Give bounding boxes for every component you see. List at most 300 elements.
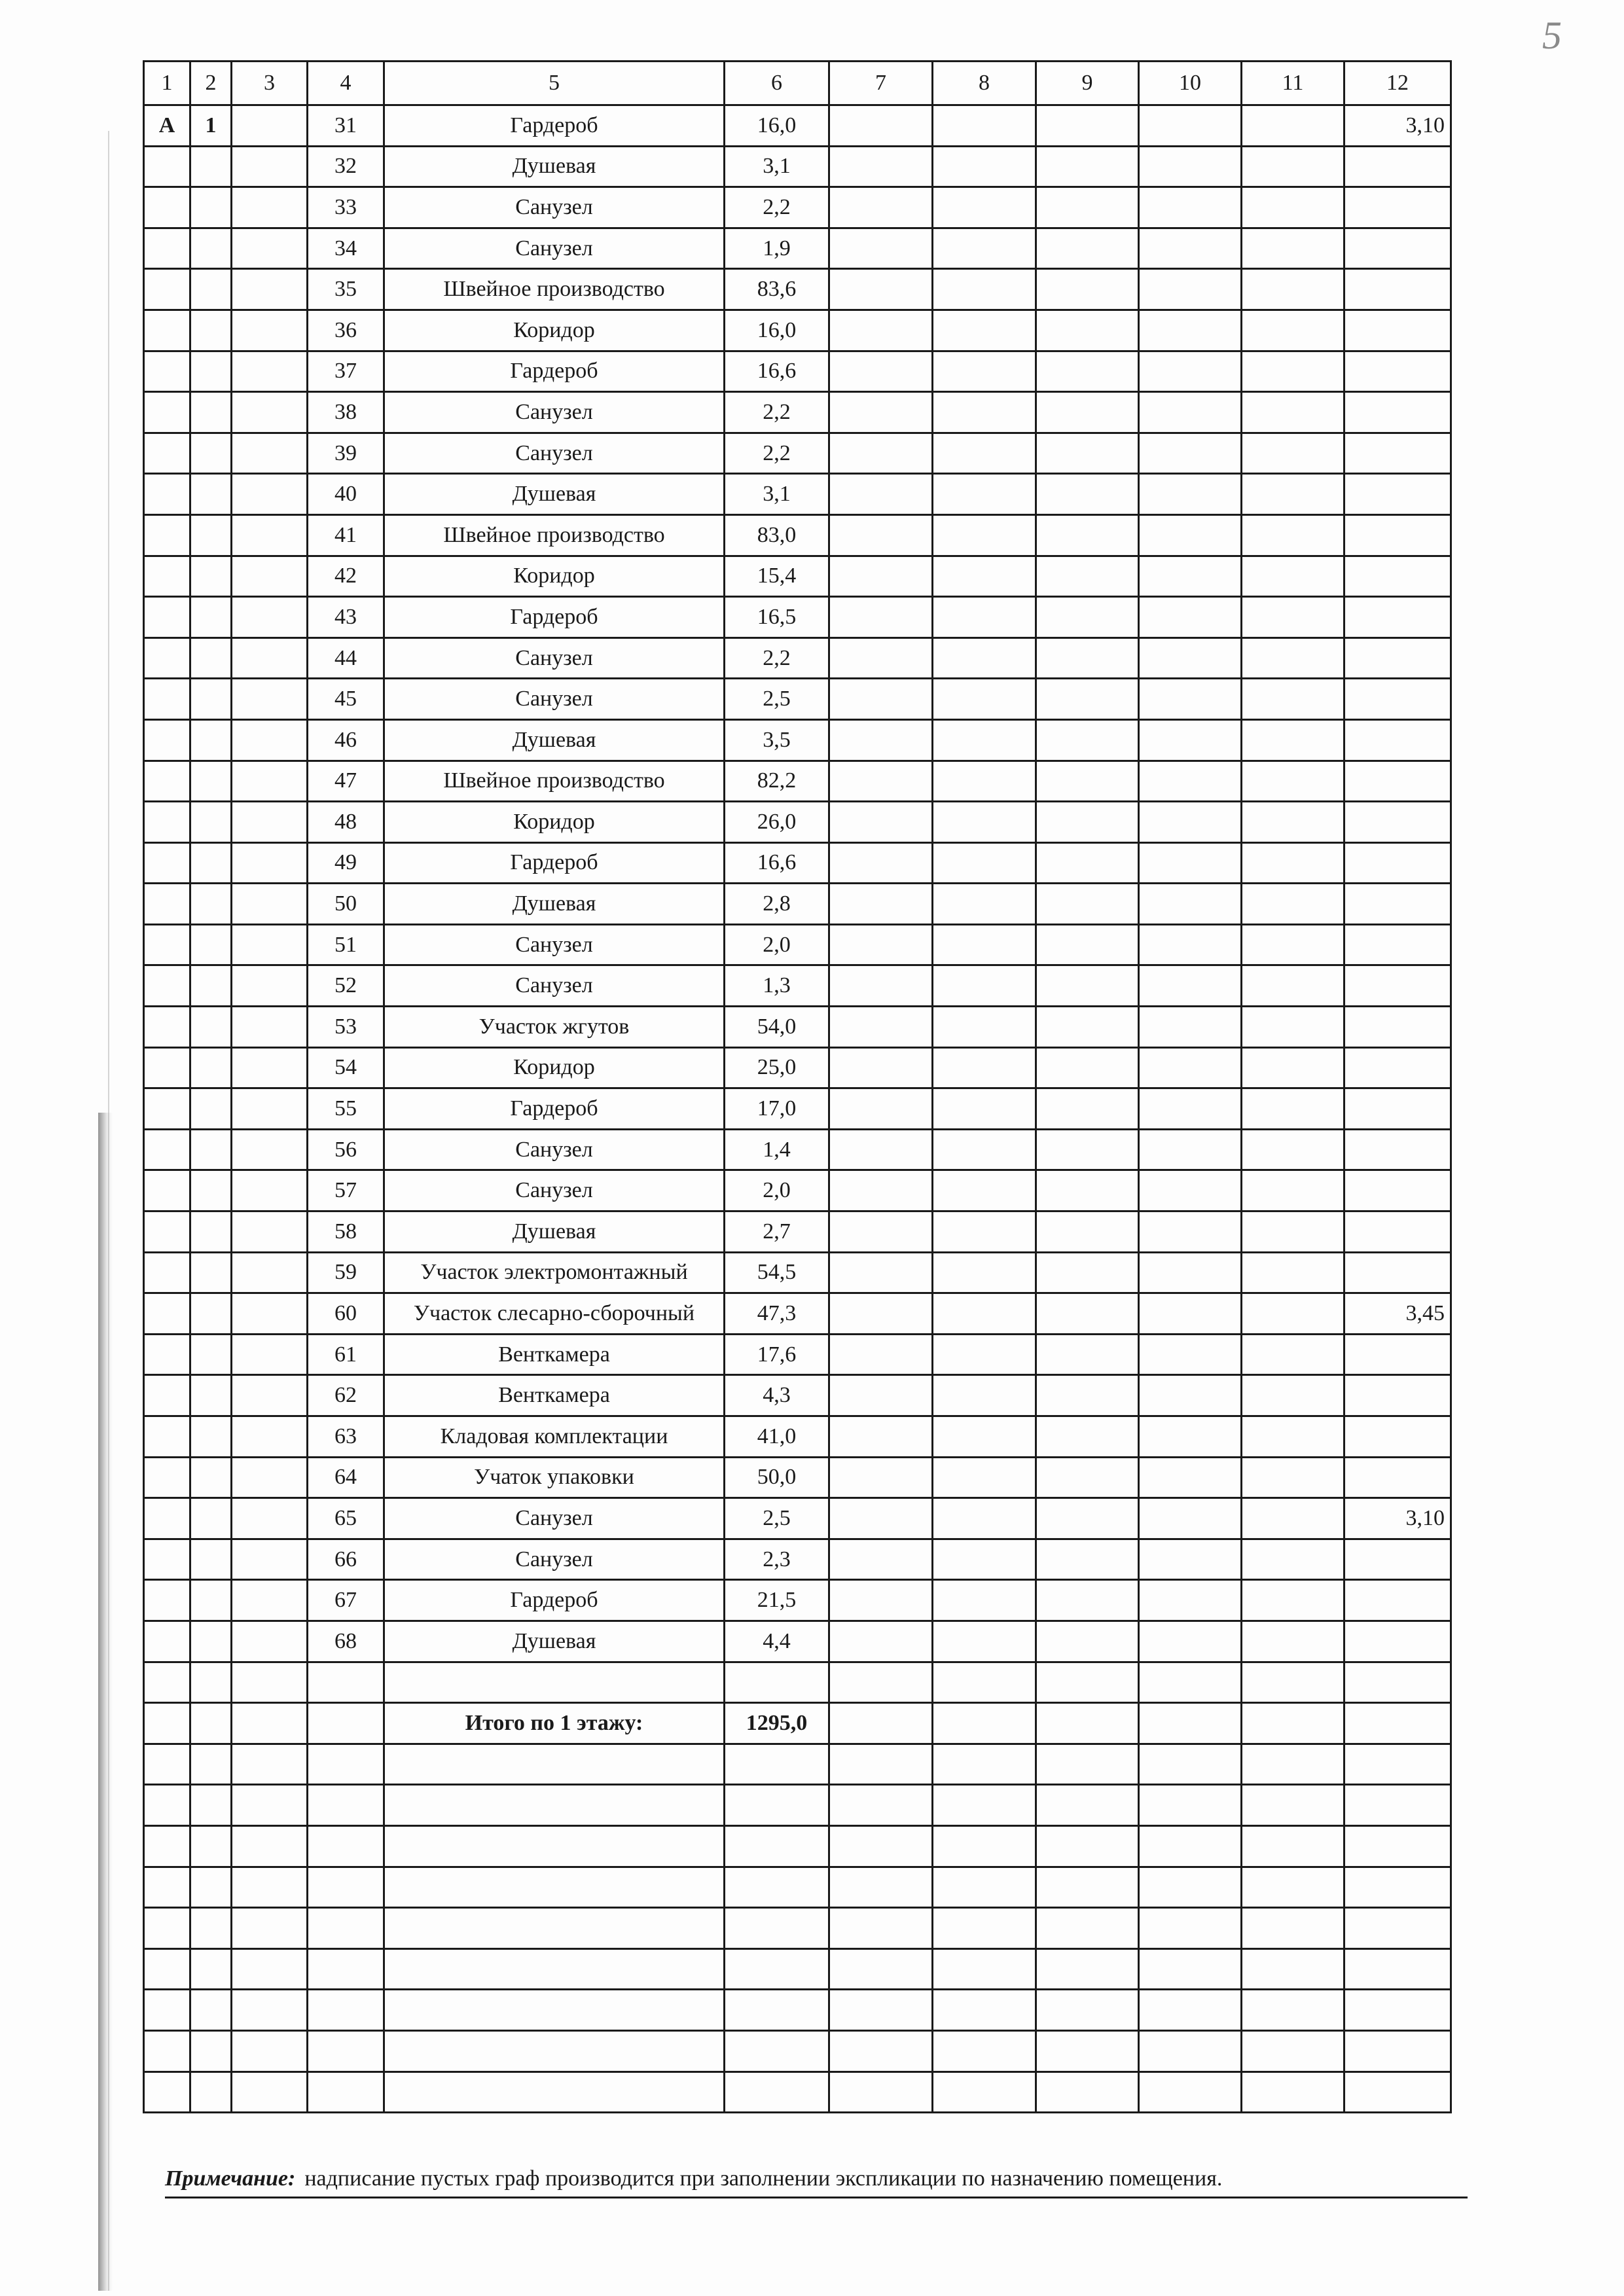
empty-cell [308, 2072, 384, 2113]
empty-cell [232, 1170, 308, 1211]
empty-cell [933, 965, 1036, 1007]
table-cell [144, 146, 190, 187]
table-cell [190, 719, 232, 761]
empty-cell [933, 514, 1036, 556]
empty-cell [232, 1662, 308, 1703]
empty-cell [933, 1211, 1036, 1253]
empty-cell [1036, 1580, 1139, 1621]
empty-cell [232, 187, 308, 228]
table-cell [190, 1375, 232, 1416]
empty-cell [933, 1539, 1036, 1580]
table-row [144, 884, 1451, 925]
header-cell: 4 [308, 62, 384, 105]
empty-cell [933, 556, 1036, 597]
empty-cell [232, 433, 308, 474]
table-row [144, 1007, 1451, 1048]
table-cell: 16,6 [725, 351, 829, 392]
empty-cell [232, 1252, 308, 1293]
table-cell [1344, 1047, 1451, 1088]
empty-cell [1139, 1252, 1242, 1293]
empty-cell [1242, 1252, 1344, 1293]
empty-cell [829, 924, 933, 965]
empty-cell [829, 228, 933, 269]
table-cell: 62 [308, 1375, 384, 1416]
header-cell: 3 [232, 62, 308, 105]
empty-cell [1242, 433, 1344, 474]
table-cell [144, 924, 190, 965]
table-cell [190, 514, 232, 556]
table-cell [1344, 1007, 1451, 1048]
empty-cell [1242, 802, 1344, 843]
table-cell [190, 474, 232, 515]
empty-cell [190, 1744, 232, 1785]
empty-cell [1139, 842, 1242, 884]
empty-cell [1036, 1170, 1139, 1211]
table-cell: Коридор [384, 556, 725, 597]
table-cell: 63 [308, 1416, 384, 1458]
table-cell [1344, 1375, 1451, 1416]
empty-cell [1036, 1539, 1139, 1580]
empty-cell [933, 105, 1036, 147]
total-row [144, 1703, 1451, 1744]
table-cell [144, 1211, 190, 1253]
empty-cell [1242, 1293, 1344, 1335]
empty-cell [1242, 1498, 1344, 1539]
empty-cell [1036, 597, 1139, 638]
table-cell [144, 802, 190, 843]
empty-cell [1139, 514, 1242, 556]
empty-cell [829, 597, 933, 638]
empty-cell [1242, 1744, 1344, 1785]
table-row [144, 1334, 1451, 1375]
table-cell [1344, 1088, 1451, 1130]
empty-cell [1242, 1990, 1344, 2031]
table-cell: Душевая [384, 1211, 725, 1253]
table-cell [144, 433, 190, 474]
empty-cell [190, 1785, 232, 1826]
empty-cell [1036, 1047, 1139, 1088]
table-cell [190, 228, 232, 269]
table-cell: 17,0 [725, 1088, 829, 1130]
empty-cell [1036, 802, 1139, 843]
table-cell: Гардероб [384, 1580, 725, 1621]
empty-cell [933, 1170, 1036, 1211]
table-row [144, 392, 1451, 433]
empty-cell [1036, 514, 1139, 556]
empty-cell [1242, 556, 1344, 597]
empty-cell [1036, 351, 1139, 392]
explication-table [143, 60, 1452, 2113]
table-cell: Душевая [384, 474, 725, 515]
table-cell: 3,10 [1344, 1498, 1451, 1539]
empty-cell [1036, 1825, 1139, 1867]
table-row [144, 556, 1451, 597]
empty-cell [1036, 761, 1139, 802]
table-row [144, 1539, 1451, 1580]
table-cell: 2,8 [725, 884, 829, 925]
table-row [144, 310, 1451, 351]
empty-cell [1242, 924, 1344, 965]
table-cell: 42 [308, 556, 384, 597]
table-cell [144, 761, 190, 802]
table-cell: Душевая [384, 719, 725, 761]
empty-cell [933, 2072, 1036, 2113]
empty-cell [725, 1825, 829, 1867]
table-cell [190, 146, 232, 187]
empty-cell [1036, 1293, 1139, 1335]
empty-cell [725, 1908, 829, 1949]
table-cell: 58 [308, 1211, 384, 1253]
header-cell: 2 [190, 62, 232, 105]
table-cell: Венткамера [384, 1334, 725, 1375]
empty-cell [384, 1990, 725, 2031]
table-cell: Санузел [384, 228, 725, 269]
empty-cell [1242, 2030, 1344, 2072]
empty-cell [1036, 1457, 1139, 1498]
table-cell [144, 1539, 190, 1580]
empty-cell [1242, 1211, 1344, 1253]
empty-cell [725, 1662, 829, 1703]
table-cell [144, 351, 190, 392]
empty-cell [1242, 228, 1344, 269]
table-cell [144, 556, 190, 597]
empty-cell [829, 1662, 933, 1703]
table-row [144, 679, 1451, 720]
table-cell: 48 [308, 802, 384, 843]
empty-cell [1242, 1703, 1344, 1744]
empty-cell [1036, 679, 1139, 720]
table-cell: 61 [308, 1334, 384, 1375]
empty-cell [232, 1744, 308, 1785]
empty-cell [308, 2030, 384, 2072]
empty-cell [308, 1662, 384, 1703]
empty-cell [933, 433, 1036, 474]
table-row [144, 597, 1451, 638]
empty-cell [1344, 1990, 1451, 2031]
table-cell [144, 637, 190, 679]
table-row [144, 1047, 1451, 1088]
empty-cell [232, 1580, 308, 1621]
table-cell: 15,4 [725, 556, 829, 597]
table-cell: 34 [308, 228, 384, 269]
footnote-text: надписание пустых граф производится при заполнении экспликации по назначению помещения. [304, 2166, 1223, 2191]
empty-cell [1036, 1948, 1139, 1990]
empty-cell [1036, 1375, 1139, 1416]
table-row [144, 1990, 1451, 2031]
empty-cell [1242, 1047, 1344, 1088]
empty-cell [725, 1990, 829, 2031]
header-cell: 8 [933, 62, 1036, 105]
empty-cell [933, 1007, 1036, 1048]
empty-cell [1344, 1867, 1451, 1908]
empty-cell [1139, 761, 1242, 802]
table-cell [1344, 597, 1451, 638]
table-cell [144, 514, 190, 556]
empty-cell [829, 965, 933, 1007]
empty-cell [1139, 310, 1242, 351]
table-cell: 54,0 [725, 1007, 829, 1048]
empty-cell [384, 1662, 725, 1703]
table-cell: 55 [308, 1088, 384, 1130]
empty-cell [1242, 884, 1344, 925]
empty-cell [1139, 1948, 1242, 1990]
table-cell [1344, 1416, 1451, 1458]
empty-cell [232, 1007, 308, 1048]
page-number: 5 [1542, 14, 1562, 57]
empty-cell [1242, 1662, 1344, 1703]
footnote [165, 2166, 1468, 2198]
empty-cell [1139, 1539, 1242, 1580]
empty-cell [829, 2072, 933, 2113]
table-cell [1344, 924, 1451, 965]
empty-cell [1242, 146, 1344, 187]
empty-cell [933, 1498, 1036, 1539]
header-cell: 6 [725, 62, 829, 105]
empty-cell [933, 2030, 1036, 2072]
empty-cell [829, 1990, 933, 2031]
table-cell: Коридор [384, 802, 725, 843]
table-cell: 83,6 [725, 269, 829, 310]
table-cell [190, 1621, 232, 1662]
table-row [144, 965, 1451, 1007]
table-cell: 47,3 [725, 1293, 829, 1335]
table-row [144, 146, 1451, 187]
empty-cell [144, 1948, 190, 1990]
empty-cell [829, 1007, 933, 1048]
table-row [144, 842, 1451, 884]
empty-cell [1139, 392, 1242, 433]
empty-cell [1242, 1416, 1344, 1458]
header-cell: 12 [1344, 62, 1451, 105]
table-cell [144, 1088, 190, 1130]
empty-cell [232, 719, 308, 761]
table-cell [144, 1252, 190, 1293]
table-cell: Санузел [384, 1129, 725, 1170]
empty-cell [829, 474, 933, 515]
empty-cell [1139, 1498, 1242, 1539]
empty-cell [384, 2072, 725, 2113]
table-cell: Швейное производство [384, 514, 725, 556]
empty-cell [829, 1498, 933, 1539]
table-cell: 2,5 [725, 679, 829, 720]
table-cell [144, 1334, 190, 1375]
empty-cell [308, 1785, 384, 1826]
empty-cell [1139, 105, 1242, 147]
empty-cell [1036, 1088, 1139, 1130]
empty-cell [232, 2030, 308, 2072]
empty-cell [1139, 1867, 1242, 1908]
empty-cell [829, 392, 933, 433]
empty-cell [190, 1867, 232, 1908]
empty-cell [1242, 105, 1344, 147]
empty-cell [933, 1129, 1036, 1170]
table-cell [144, 679, 190, 720]
table-cell [1344, 1457, 1451, 1498]
empty-cell [1242, 351, 1344, 392]
empty-cell [933, 1252, 1036, 1293]
table-row [144, 351, 1451, 392]
table-cell: 54 [308, 1047, 384, 1088]
empty-cell [933, 1785, 1036, 1826]
empty-cell [829, 433, 933, 474]
table-cell: Санузел [384, 433, 725, 474]
empty-cell [933, 1703, 1036, 1744]
table-cell: 41,0 [725, 1416, 829, 1458]
empty-cell [384, 1948, 725, 1990]
empty-cell [232, 105, 308, 147]
empty-cell [232, 1948, 308, 1990]
empty-cell [1139, 802, 1242, 843]
table-cell: 46 [308, 719, 384, 761]
table-cell [1344, 1129, 1451, 1170]
empty-cell [725, 1744, 829, 1785]
empty-cell [1139, 1129, 1242, 1170]
table-row [144, 105, 1451, 147]
total-label: Итого по 1 этажу: [384, 1703, 725, 1744]
empty-cell [933, 1047, 1036, 1088]
empty-cell [933, 269, 1036, 310]
empty-cell [933, 1867, 1036, 1908]
empty-cell [1242, 719, 1344, 761]
empty-cell [1242, 597, 1344, 638]
empty-cell [190, 1662, 232, 1703]
empty-cell [829, 351, 933, 392]
empty-cell [232, 1211, 308, 1253]
table-row [144, 924, 1451, 965]
empty-cell [232, 884, 308, 925]
table-row [144, 187, 1451, 228]
header-cell: 10 [1139, 62, 1242, 105]
empty-cell [1036, 2072, 1139, 2113]
empty-cell [232, 1498, 308, 1539]
empty-cell [1139, 2072, 1242, 2113]
table-cell: Участок слесарно-сборочный [384, 1293, 725, 1335]
table-cell [190, 679, 232, 720]
table-cell: 31 [308, 105, 384, 147]
empty-cell [1139, 433, 1242, 474]
empty-cell [232, 1867, 308, 1908]
table-cell: 53 [308, 1007, 384, 1048]
empty-cell [829, 1621, 933, 1662]
table-cell [1344, 556, 1451, 597]
empty-cell [933, 679, 1036, 720]
empty-cell [933, 637, 1036, 679]
empty-cell [933, 884, 1036, 925]
empty-cell [1139, 228, 1242, 269]
empty-cell [1242, 187, 1344, 228]
empty-cell [1242, 310, 1344, 351]
empty-cell [1036, 2030, 1139, 2072]
table-cell: Санузел [384, 965, 725, 1007]
empty-cell [308, 1867, 384, 1908]
empty-cell [933, 597, 1036, 638]
empty-cell [829, 1948, 933, 1990]
empty-cell [1036, 1703, 1139, 1744]
table-cell: Венткамера [384, 1375, 725, 1416]
empty-cell [232, 1334, 308, 1375]
empty-cell [232, 1990, 308, 2031]
table-cell: 2,2 [725, 637, 829, 679]
empty-cell [232, 514, 308, 556]
table-cell: 2,7 [725, 1211, 829, 1253]
empty-cell [1139, 351, 1242, 392]
footnote-label: Примечание: [165, 2166, 296, 2191]
table-cell: Санузел [384, 924, 725, 965]
table-cell [1344, 514, 1451, 556]
table-cell: Гардероб [384, 1088, 725, 1130]
empty-cell [144, 2030, 190, 2072]
empty-cell [829, 105, 933, 147]
empty-cell [1036, 1908, 1139, 1949]
empty-cell [1242, 514, 1344, 556]
empty-cell [1036, 1252, 1139, 1293]
empty-cell [1139, 1621, 1242, 1662]
empty-cell [1242, 269, 1344, 310]
empty-cell [232, 761, 308, 802]
empty-cell [933, 392, 1036, 433]
table-cell: 25,0 [725, 1047, 829, 1088]
table-cell [144, 1621, 190, 1662]
empty-cell [1242, 1088, 1344, 1130]
table-cell: Гардероб [384, 597, 725, 638]
empty-cell [1139, 1825, 1242, 1867]
table-row [144, 1948, 1451, 1990]
table-cell [190, 924, 232, 965]
empty-cell [308, 1825, 384, 1867]
table-cell: 54,5 [725, 1252, 829, 1293]
table-cell [190, 556, 232, 597]
empty-cell [933, 1580, 1036, 1621]
empty-cell [384, 2030, 725, 2072]
empty-cell [1242, 1785, 1344, 1826]
empty-cell [1344, 1908, 1451, 1949]
empty-cell [232, 1416, 308, 1458]
empty-cell [1036, 719, 1139, 761]
empty-cell [1139, 187, 1242, 228]
table-cell: Душевая [384, 1621, 725, 1662]
table-cell: 1 [190, 105, 232, 147]
table-cell [190, 1211, 232, 1253]
table-cell [190, 1170, 232, 1211]
table-cell [190, 965, 232, 1007]
table-cell: 41 [308, 514, 384, 556]
empty-cell [1344, 1662, 1451, 1703]
empty-cell [829, 1908, 933, 1949]
table-cell [1344, 1211, 1451, 1253]
empty-cell [1242, 2072, 1344, 2113]
scan-artifact [98, 1113, 113, 2291]
empty-cell [1242, 761, 1344, 802]
table-cell: 51 [308, 924, 384, 965]
table-cell: 17,6 [725, 1334, 829, 1375]
empty-cell [144, 1662, 190, 1703]
empty-cell [190, 1990, 232, 2031]
header-cell: 9 [1036, 62, 1139, 105]
table-row [144, 1580, 1451, 1621]
table-cell [144, 1293, 190, 1335]
empty-cell [829, 884, 933, 925]
empty-cell [232, 1825, 308, 1867]
empty-cell [232, 1129, 308, 1170]
empty-cell [1344, 1703, 1451, 1744]
empty-cell [1036, 310, 1139, 351]
empty-cell [1139, 1170, 1242, 1211]
table-cell [1344, 1580, 1451, 1621]
empty-cell [829, 679, 933, 720]
table-cell [1344, 637, 1451, 679]
table-cell [190, 1334, 232, 1375]
table-cell [1344, 679, 1451, 720]
